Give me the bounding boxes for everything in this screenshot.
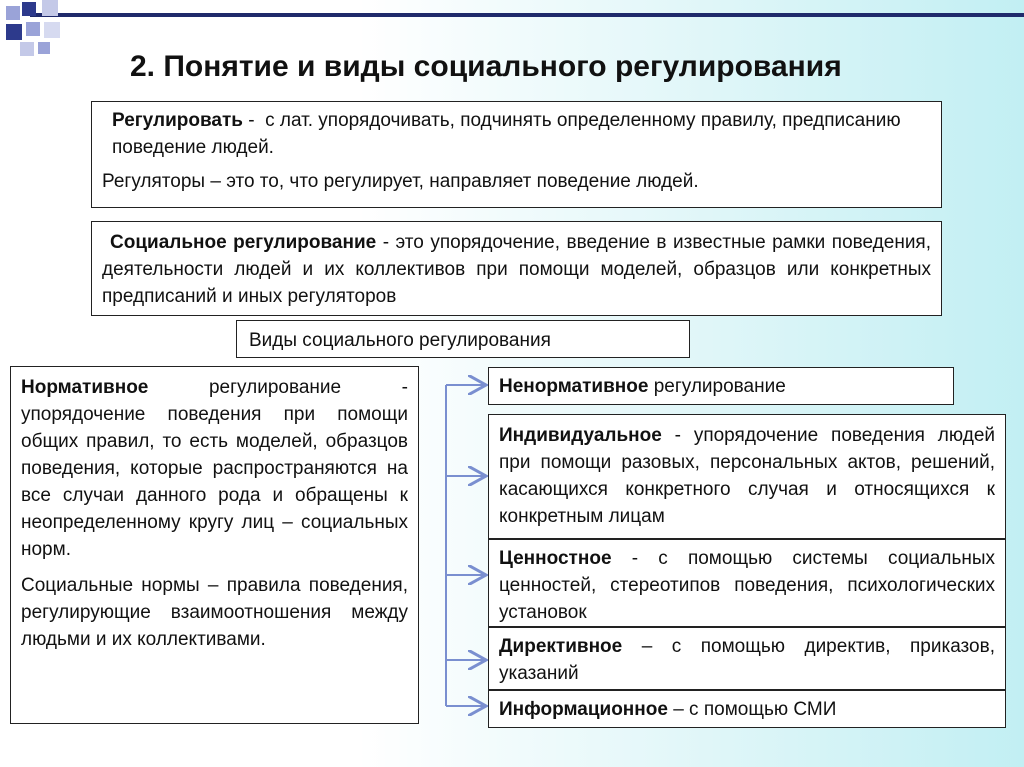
- informational-text: – с помощью СМИ: [667, 699, 837, 720]
- individual-box: [488, 414, 1006, 539]
- normative-text: регулирование - упорядочение поведения при помощи общих правил, то есть моделей, образцов поведения, которые распространяются на все случаи данного рода и обращены к неопределенному кругу лиц – социальных норм.: [21, 377, 408, 560]
- social-regulation-text: - это упорядочение, введение в известные рамки поведения, деятельности людей и их коллективов при помощи моделей, образцов или конкретных предписаний и иных регуляторов: [102, 232, 931, 307]
- definition-term: Регулировать: [112, 110, 243, 131]
- non-normative-term: Ненормативное: [499, 376, 649, 397]
- value-term: Ценностное: [499, 548, 612, 569]
- page-title: 2. Понятие и виды социального регулирования: [130, 50, 842, 83]
- directive-text: – с помощью директив, приказов, указаний: [499, 636, 995, 684]
- types-heading: Виды социального регулирования: [249, 330, 551, 351]
- informational-box: [488, 690, 1006, 728]
- regulators-text: Регуляторы – это то, что регулирует, направляет поведение людей.: [102, 171, 699, 192]
- definition-sep: -: [242, 110, 266, 131]
- informational-term: Информационное: [499, 699, 668, 720]
- individual-term: Индивидуальное: [499, 425, 662, 446]
- non-normative-text: регулирование: [648, 376, 786, 397]
- value-box: [488, 539, 1006, 627]
- directive-term: Директивное: [499, 636, 623, 657]
- value-text: - с помощью системы социальных ценностей, стереотипов поведения, психологических установок: [499, 548, 995, 623]
- definition-text: с лат. упорядочивать, подчинять определенному правилу, предписанию поведение людей.: [112, 110, 901, 158]
- social-regulation-term: Социальное регулирование: [110, 232, 377, 253]
- normative-term: Нормативное: [21, 377, 149, 398]
- non-normative-box: [488, 367, 954, 405]
- directive-box: [488, 627, 1006, 690]
- social-norms-text: Социальные нормы – правила поведения, регулирующие взаимоотношения между людьми и их коллективами.: [21, 575, 408, 650]
- individual-text: - упорядочение поведения людей при помощи разовых, персональных актов, решений, касающихся конкретного случая и относящихся к конкретным лицам: [499, 425, 995, 527]
